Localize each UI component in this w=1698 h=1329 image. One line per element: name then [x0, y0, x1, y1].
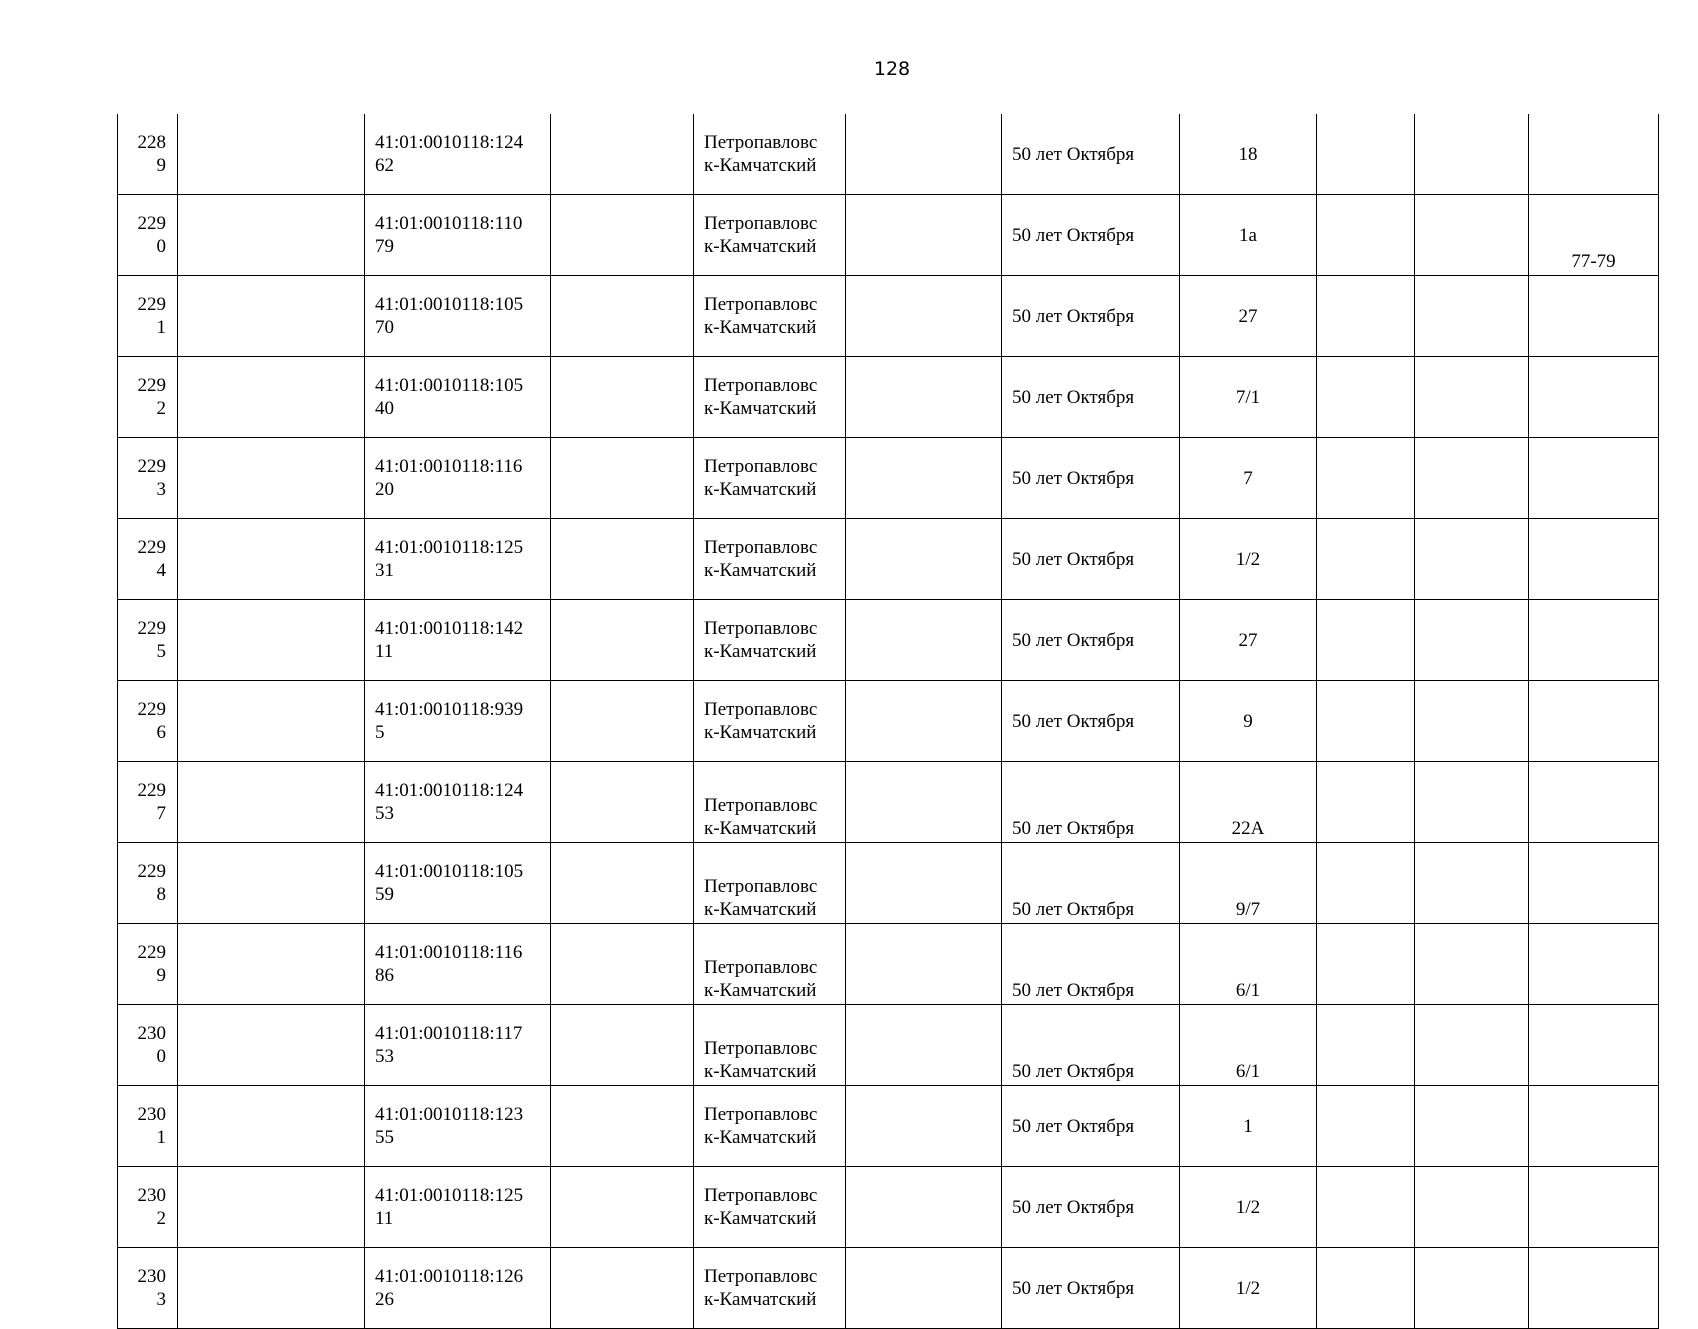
house-number-cell: 1/2 — [1180, 1167, 1317, 1248]
table-row — [118, 1005, 1659, 1086]
street-cell: 50 лет Октября — [1002, 195, 1180, 276]
cadastral-number-part1: 41:01:0010118:124 — [375, 780, 524, 801]
empty-cell — [178, 114, 365, 195]
empty-cell — [1317, 843, 1415, 924]
street-cell: 50 лет Октября — [1002, 1248, 1180, 1329]
row-number-part2: 9 — [156, 155, 166, 176]
table-row — [118, 1248, 1659, 1329]
table-row — [118, 276, 1659, 357]
row-number-part1: 230 — [137, 1266, 166, 1287]
cadastral-number-part1: 41:01:0010118:105 — [375, 294, 524, 315]
table-row — [118, 438, 1659, 519]
city-part1: Петропавловс — [704, 1185, 818, 1206]
empty-cell — [551, 1167, 694, 1248]
row-number-part1: 229 — [137, 618, 166, 639]
row-number-part2: 9 — [156, 965, 166, 986]
cadastral-number-part1: 41:01:0010118:939 — [375, 699, 524, 720]
row-number-cell — [118, 519, 178, 600]
street-cell: 50 лет Октября — [1002, 600, 1180, 681]
cadastral-number-cell — [365, 519, 551, 600]
house-number-cell: 22А — [1180, 762, 1317, 843]
city-cell — [694, 357, 846, 438]
house-number-cell: 7 — [1180, 438, 1317, 519]
city-part2: к-Камчатский — [704, 398, 817, 419]
row-number-part2: 5 — [156, 641, 166, 662]
cadastral-number-cell — [365, 1248, 551, 1329]
street-cell: 50 лет Октября — [1002, 762, 1180, 843]
row-number-cell — [118, 600, 178, 681]
empty-cell — [1415, 1248, 1529, 1329]
empty-cell — [1415, 1086, 1529, 1167]
row-number-part1: 229 — [137, 780, 166, 801]
street-cell: 50 лет Октября — [1002, 1005, 1180, 1086]
table-row — [118, 195, 1659, 276]
empty-cell — [1415, 1167, 1529, 1248]
house-number-cell: 18 — [1180, 114, 1317, 195]
empty-cell — [846, 195, 1002, 276]
empty-cell — [1415, 600, 1529, 681]
row-number-cell — [118, 1086, 178, 1167]
street-cell: 50 лет Октября — [1002, 357, 1180, 438]
empty-cell — [1317, 924, 1415, 1005]
apartment-range-cell — [1529, 1167, 1659, 1248]
empty-cell — [1317, 438, 1415, 519]
row-number-part2: 0 — [156, 236, 166, 257]
empty-cell — [1317, 276, 1415, 357]
city-part2: к-Камчатский — [704, 560, 817, 581]
empty-cell — [1415, 924, 1529, 1005]
cadastral-number-part1: 41:01:0010118:105 — [375, 861, 524, 882]
empty-cell — [551, 924, 694, 1005]
row-number-part2: 2 — [156, 1208, 166, 1229]
empty-cell — [178, 1248, 365, 1329]
row-number-part2: 1 — [156, 1127, 166, 1148]
city-cell — [694, 600, 846, 681]
row-number-part2: 2 — [156, 398, 166, 419]
street-cell: 50 лет Октября — [1002, 438, 1180, 519]
row-number-part2: 3 — [156, 479, 166, 500]
row-number-part1: 229 — [137, 699, 166, 720]
house-number-cell: 1/2 — [1180, 1248, 1317, 1329]
city-part2: к-Камчатский — [704, 980, 817, 1001]
row-number-part1: 228 — [137, 132, 166, 153]
empty-cell — [1317, 195, 1415, 276]
row-number-part2: 4 — [156, 560, 166, 581]
city-part2: к-Камчатский — [704, 1289, 817, 1310]
empty-cell — [551, 276, 694, 357]
cadastral-number-part1: 41:01:0010118:110 — [375, 213, 523, 234]
city-part1: Петропавловс — [704, 699, 818, 720]
empty-cell — [1317, 762, 1415, 843]
empty-cell — [551, 195, 694, 276]
city-part2: к-Камчатский — [704, 155, 817, 176]
empty-cell — [178, 843, 365, 924]
empty-cell — [846, 1167, 1002, 1248]
apartment-range-cell — [1529, 681, 1659, 762]
cadastral-number-cell — [365, 924, 551, 1005]
city-cell — [694, 762, 846, 843]
house-number-cell: 9 — [1180, 681, 1317, 762]
empty-cell — [178, 357, 365, 438]
cadastral-number-part1: 41:01:0010118:116 — [375, 456, 523, 477]
cadastral-number-part2: 40 — [375, 398, 394, 419]
empty-cell — [551, 1248, 694, 1329]
table-row — [118, 1167, 1659, 1248]
city-part2: к-Камчатский — [704, 236, 817, 257]
city-part1: Петропавловс — [704, 375, 818, 396]
cadastral-number-part2: 70 — [375, 317, 394, 338]
table-row — [118, 681, 1659, 762]
empty-cell — [551, 519, 694, 600]
cadastral-number-part1: 41:01:0010118:117 — [375, 1023, 523, 1044]
city-cell — [694, 1005, 846, 1086]
table-row — [118, 843, 1659, 924]
cadastral-number-part1: 41:01:0010118:123 — [375, 1104, 524, 1125]
city-part1: Петропавловс — [704, 876, 818, 897]
cadastral-number-cell — [365, 438, 551, 519]
street-cell: 50 лет Октября — [1002, 1167, 1180, 1248]
table-row — [118, 924, 1659, 1005]
empty-cell — [1317, 519, 1415, 600]
cadastral-number-part2: 59 — [375, 884, 394, 905]
cadastral-number-cell — [365, 681, 551, 762]
empty-cell — [551, 762, 694, 843]
empty-cell — [178, 438, 365, 519]
street-cell: 50 лет Октября — [1002, 1086, 1180, 1167]
cadastral-number-part1: 41:01:0010118:142 — [375, 618, 524, 639]
cadastral-number-cell — [365, 1086, 551, 1167]
cadastral-number-part2: 53 — [375, 803, 394, 824]
empty-cell — [551, 114, 694, 195]
city-cell — [694, 1086, 846, 1167]
empty-cell — [1317, 1005, 1415, 1086]
empty-cell — [846, 600, 1002, 681]
city-cell — [694, 114, 846, 195]
apartment-range-cell — [1529, 1086, 1659, 1167]
empty-cell — [846, 1248, 1002, 1329]
cadastral-number-cell — [365, 357, 551, 438]
cadastral-number-part1: 41:01:0010118:125 — [375, 1185, 524, 1206]
city-cell — [694, 195, 846, 276]
empty-cell — [1317, 681, 1415, 762]
cadastral-number-part1: 41:01:0010118:126 — [375, 1266, 524, 1287]
row-number-part1: 230 — [137, 1023, 166, 1044]
row-number-cell — [118, 843, 178, 924]
empty-cell — [178, 924, 365, 1005]
cadastral-number-part2: 31 — [375, 560, 394, 581]
empty-cell — [178, 762, 365, 843]
empty-cell — [1317, 114, 1415, 195]
street-cell: 50 лет Октября — [1002, 519, 1180, 600]
table-row — [118, 1086, 1659, 1167]
empty-cell — [1415, 1005, 1529, 1086]
cadastral-number-cell — [365, 600, 551, 681]
empty-cell — [178, 519, 365, 600]
city-part1: Петропавловс — [704, 537, 818, 558]
row-number-part2: 0 — [156, 1046, 166, 1067]
empty-cell — [551, 681, 694, 762]
cadastral-number-cell — [365, 762, 551, 843]
empty-cell — [551, 843, 694, 924]
cadastral-number-part2: 55 — [375, 1127, 394, 1148]
city-part1: Петропавловс — [704, 1104, 818, 1125]
row-number-cell — [118, 762, 178, 843]
cadastral-number-part1: 41:01:0010118:125 — [375, 537, 524, 558]
cadastral-number-part2: 53 — [375, 1046, 394, 1067]
row-number-part1: 229 — [137, 375, 166, 396]
city-part2: к-Камчатский — [704, 479, 817, 500]
row-number-part1: 230 — [137, 1185, 166, 1206]
empty-cell — [846, 276, 1002, 357]
city-cell — [694, 924, 846, 1005]
empty-cell — [178, 1005, 365, 1086]
city-cell — [694, 1167, 846, 1248]
city-part2: к-Камчатский — [704, 722, 817, 743]
street-cell: 50 лет Октября — [1002, 843, 1180, 924]
empty-cell — [846, 357, 1002, 438]
cadastral-number-part2: 11 — [375, 1208, 394, 1229]
table-row — [118, 600, 1659, 681]
city-part2: к-Камчатский — [704, 1127, 817, 1148]
house-number-cell: 6/1 — [1180, 924, 1317, 1005]
cadastral-number-part2: 79 — [375, 236, 394, 257]
city-cell — [694, 519, 846, 600]
row-number-cell — [118, 195, 178, 276]
city-part1: Петропавловс — [704, 957, 818, 978]
cadastral-number-cell — [365, 843, 551, 924]
apartment-range-cell — [1529, 357, 1659, 438]
page-number: 128 — [873, 58, 911, 80]
row-number-part2: 8 — [156, 884, 166, 905]
cadastral-number-cell — [365, 1167, 551, 1248]
city-part1: Петропавловс — [704, 294, 818, 315]
row-number-cell — [118, 1167, 178, 1248]
city-part1: Петропавловс — [704, 618, 818, 639]
cadastral-number-part2: 86 — [375, 965, 394, 986]
city-cell — [694, 1248, 846, 1329]
empty-cell — [1317, 1086, 1415, 1167]
empty-cell — [1415, 114, 1529, 195]
house-number-cell: 1а — [1180, 195, 1317, 276]
city-part1: Петропавловс — [704, 1266, 818, 1287]
city-cell — [694, 681, 846, 762]
row-number-part1: 229 — [137, 213, 166, 234]
city-cell — [694, 276, 846, 357]
city-cell — [694, 438, 846, 519]
empty-cell — [846, 519, 1002, 600]
cadastral-number-part2: 11 — [375, 641, 394, 662]
city-part1: Петропавловс — [704, 1038, 818, 1059]
street-cell: 50 лет Октября — [1002, 924, 1180, 1005]
cadastral-number-part1: 41:01:0010118:116 — [375, 942, 523, 963]
row-number-part1: 229 — [137, 456, 166, 477]
row-number-cell — [118, 1248, 178, 1329]
city-part2: к-Камчатский — [704, 899, 817, 920]
city-part2: к-Камчатский — [704, 317, 817, 338]
empty-cell — [1317, 600, 1415, 681]
empty-cell — [846, 681, 1002, 762]
apartment-range-cell — [1529, 924, 1659, 1005]
cadastral-number-part2: 20 — [375, 479, 394, 500]
table-row — [118, 762, 1659, 843]
table-row — [118, 519, 1659, 600]
table-body — [118, 114, 1659, 1329]
row-number-part2: 1 — [156, 317, 166, 338]
cadastral-number-cell — [365, 195, 551, 276]
empty-cell — [551, 1005, 694, 1086]
apartment-range-cell — [1529, 1248, 1659, 1329]
row-number-cell — [118, 924, 178, 1005]
empty-cell — [551, 438, 694, 519]
city-part1: Петропавловс — [704, 213, 818, 234]
empty-cell — [1415, 438, 1529, 519]
empty-cell — [846, 924, 1002, 1005]
empty-cell — [846, 114, 1002, 195]
city-part2: к-Камчатский — [704, 1061, 817, 1082]
street-cell: 50 лет Октября — [1002, 276, 1180, 357]
empty-cell — [1415, 762, 1529, 843]
cadastral-number-part2: 62 — [375, 155, 394, 176]
empty-cell — [1415, 519, 1529, 600]
city-part2: к-Камчатский — [704, 1208, 817, 1229]
city-part1: Петропавловс — [704, 132, 818, 153]
city-part1: Петропавловс — [704, 456, 818, 477]
cadastral-number-part2: 5 — [375, 722, 385, 743]
row-number-part2: 3 — [156, 1289, 166, 1310]
house-number-cell: 6/1 — [1180, 1005, 1317, 1086]
empty-cell — [846, 1086, 1002, 1167]
row-number-part1: 230 — [137, 1104, 166, 1125]
apartment-range-cell — [1529, 519, 1659, 600]
house-number-cell: 1 — [1180, 1086, 1317, 1167]
apartment-range-cell — [1529, 114, 1659, 195]
row-number-cell — [118, 114, 178, 195]
cadastral-number-part1: 41:01:0010118:124 — [375, 132, 524, 153]
house-number-cell: 9/7 — [1180, 843, 1317, 924]
row-number-part2: 7 — [156, 803, 166, 824]
apartment-range-cell — [1529, 762, 1659, 843]
table-row — [118, 357, 1659, 438]
row-number-part1: 229 — [137, 942, 166, 963]
table-row — [118, 114, 1659, 195]
empty-cell — [846, 762, 1002, 843]
empty-cell — [1415, 276, 1529, 357]
empty-cell — [551, 357, 694, 438]
city-part2: к-Камчатский — [704, 641, 817, 662]
empty-cell — [846, 1005, 1002, 1086]
row-number-cell — [118, 681, 178, 762]
row-number-cell — [118, 1005, 178, 1086]
cadastral-number-part2: 26 — [375, 1289, 394, 1310]
empty-cell — [1317, 357, 1415, 438]
cadastral-number-cell — [365, 276, 551, 357]
street-cell: 50 лет Октября — [1002, 681, 1180, 762]
apartment-range-cell — [1529, 843, 1659, 924]
row-number-part1: 229 — [137, 537, 166, 558]
empty-cell — [1415, 681, 1529, 762]
empty-cell — [178, 195, 365, 276]
city-part2: к-Камчатский — [704, 818, 817, 839]
row-number-cell — [118, 276, 178, 357]
house-number-cell: 27 — [1180, 600, 1317, 681]
row-number-cell — [118, 438, 178, 519]
row-number-part2: 6 — [156, 722, 166, 743]
apartment-range-cell — [1529, 600, 1659, 681]
empty-cell — [1317, 1248, 1415, 1329]
house-number-cell: 27 — [1180, 276, 1317, 357]
empty-cell — [1415, 357, 1529, 438]
house-number-cell: 7/1 — [1180, 357, 1317, 438]
house-number-cell: 1/2 — [1180, 519, 1317, 600]
empty-cell — [551, 1086, 694, 1167]
apartment-range-cell — [1529, 438, 1659, 519]
registry-table — [117, 114, 1659, 1329]
cadastral-number-cell — [365, 114, 551, 195]
empty-cell — [178, 1086, 365, 1167]
street-cell: 50 лет Октября — [1002, 114, 1180, 195]
empty-cell — [178, 1167, 365, 1248]
apartment-range-cell: 77-79 — [1529, 195, 1659, 276]
empty-cell — [551, 600, 694, 681]
empty-cell — [1317, 1167, 1415, 1248]
empty-cell — [1415, 195, 1529, 276]
row-number-part1: 229 — [137, 294, 166, 315]
empty-cell — [846, 843, 1002, 924]
apartment-range-cell — [1529, 1005, 1659, 1086]
city-part1: Петропавловс — [704, 795, 818, 816]
cadastral-number-cell — [365, 1005, 551, 1086]
empty-cell — [178, 600, 365, 681]
empty-cell — [178, 276, 365, 357]
apartment-range-cell — [1529, 276, 1659, 357]
empty-cell — [846, 438, 1002, 519]
row-number-cell — [118, 357, 178, 438]
empty-cell — [1415, 843, 1529, 924]
row-number-part1: 229 — [137, 861, 166, 882]
cadastral-number-part1: 41:01:0010118:105 — [375, 375, 524, 396]
city-cell — [694, 843, 846, 924]
empty-cell — [178, 681, 365, 762]
